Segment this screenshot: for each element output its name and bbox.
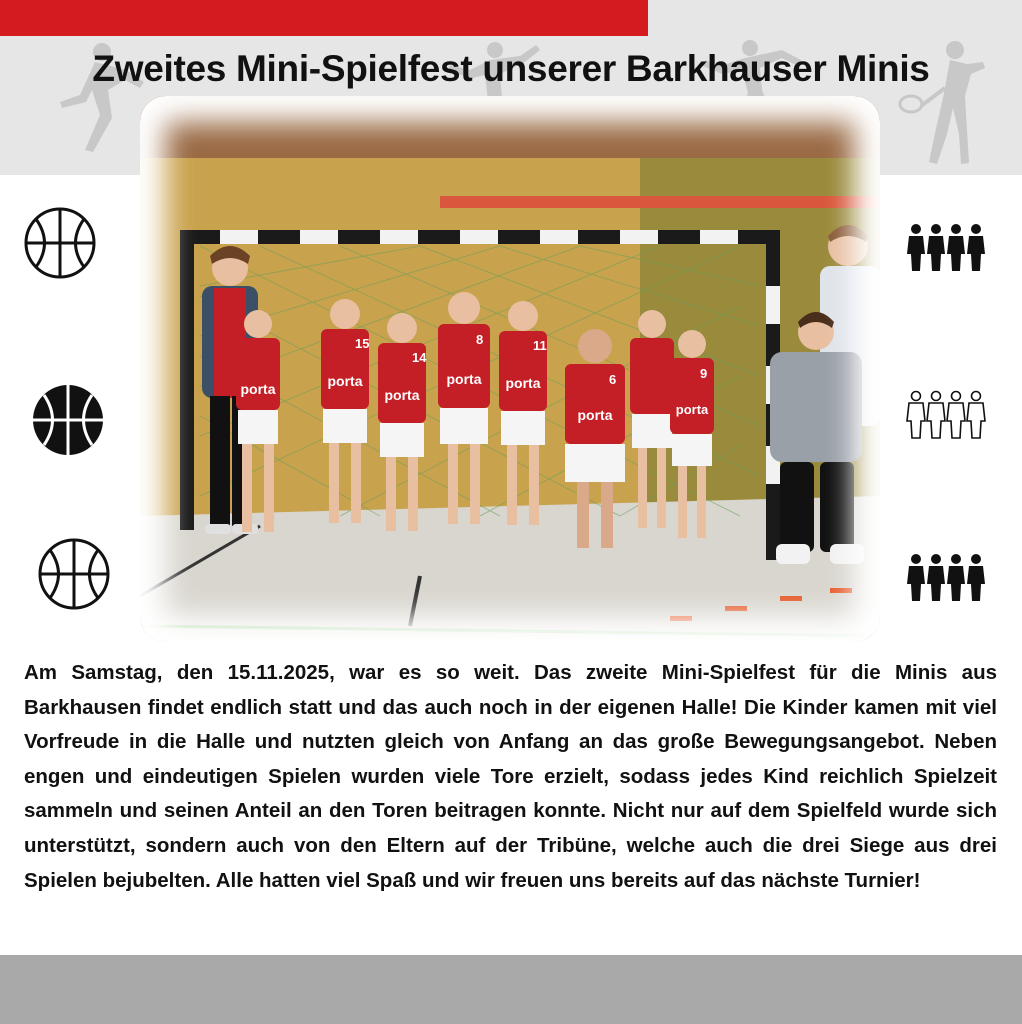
svg-text:11: 11 — [533, 338, 547, 353]
team-photo-scene — [140, 96, 880, 642]
svg-text:9: 9 — [700, 366, 708, 381]
svg-text:porta: porta — [384, 387, 420, 403]
svg-text:porta: porta — [446, 371, 482, 387]
svg-text:porta: porta — [505, 375, 541, 391]
article-body-text: Am Samstag, den 15.11.2025, war es so weit. Das zweite Mini-Spielfest für die Minis aus Barkhausen findet endlich statt und das auch noch in der eigenen Halle! Die Kinder kamen mit viel Vorfreude in die Halle und nutzten gleich von Anfang an das große Bewegungsangebot. Neben engen und eindeutigen Spielen wurden viele Tore erzielt, sodass jedes Kind reichlich Spielzeit sammeln und seinen Anteil an den Toren beitragen konnte. Nicht nur auf dem Spielfeld wurde sich unterstützt, sondern auch von den Eltern auf der Tribüne, welche auch die drei Siege aus drei Spielen bejubelten. Alle hatten viel Spaß und wir freuen uns bereits auf das nächste Turnier! — [24, 661, 997, 892]
people-group-outline-icon — [906, 390, 988, 440]
svg-text:porta: porta — [327, 373, 363, 389]
footer-band — [0, 955, 1022, 1024]
svg-text:porta: porta — [240, 381, 276, 397]
people-group-filled-icon — [906, 553, 988, 603]
team-photo — [140, 96, 880, 642]
svg-text:porta: porta — [675, 402, 709, 417]
svg-text:15: 15 — [355, 336, 370, 351]
basketball-filled-icon — [31, 383, 105, 457]
basketball-outline-icon — [23, 206, 97, 280]
accent-red-bar — [0, 0, 648, 36]
svg-text:6: 6 — [609, 372, 617, 387]
svg-text:8: 8 — [476, 332, 484, 347]
svg-text:14: 14 — [412, 350, 427, 365]
basketball-outline-icon — [37, 537, 111, 611]
people-group-filled-icon — [906, 223, 988, 273]
svg-text:porta: porta — [577, 407, 613, 423]
page-title: Zweites Mini-Spielfest unserer Barkhauser Minis — [92, 48, 930, 89]
